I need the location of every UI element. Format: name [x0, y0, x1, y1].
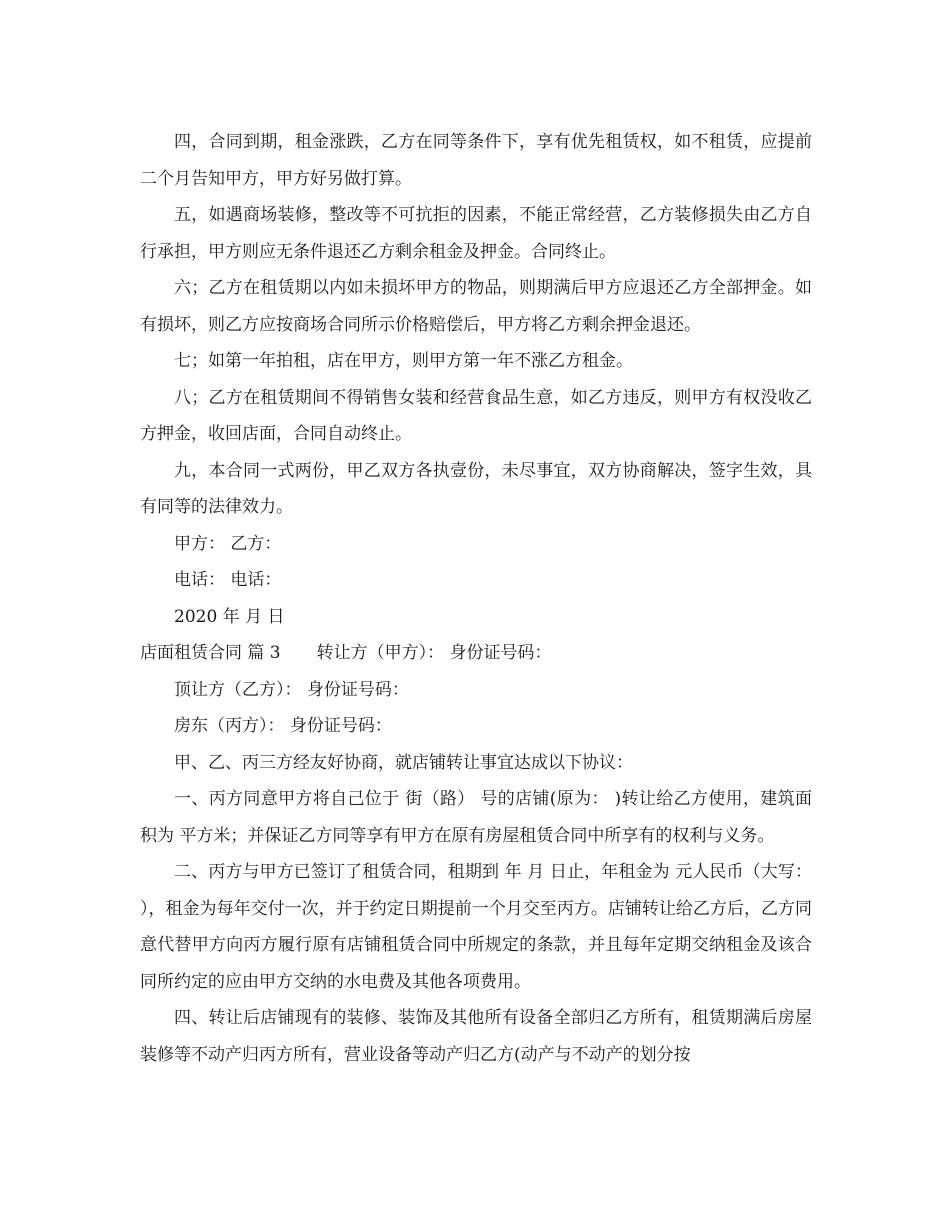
- paragraph-article-1: 一、丙方同意甲方将自己位于 街（路） 号的店铺(原为： )转让给乙方使用，建筑面积为 平方米；并保证乙方同等享有甲方在原有房屋租赁合同中所享有的权利与义务。: [140, 789, 812, 846]
- paragraph-clause-4: 四，合同到期，租金涨跌，乙方在同等条件下，享有优先租赁权，如不租赁，应提前二个月告知甲方，甲方好另做打算。: [140, 132, 812, 189]
- paragraph-clause-8: 八；乙方在租赁期间不得销售女装和经营食品生意，如乙方违反，则甲方有权没收乙方押金，收回店面，合同自动终止。: [140, 387, 812, 444]
- paragraph-landlord: 房东（丙方）： 身份证号码：: [174, 716, 392, 736]
- document-body: [140, 124, 812, 1073]
- signature-phone-line: 电话： 电话：: [174, 570, 282, 590]
- paragraph-clause-9: 九，本合同一式两份，甲乙双方各执壹份，未尽事宜，双方协商解决，签字生效，具有同等的法律效力。: [140, 460, 812, 517]
- paragraph-transferee: 顶让方（乙方）： 身份证号码：: [174, 679, 409, 700]
- paragraph-clause-7: 七；如第一年拍租，店在甲方，则甲方第一年不涨乙方租金。: [174, 351, 633, 371]
- paragraph-clause-5: 五，如遇商场装修，整改等不可抗拒的因素，不能正常经营，乙方装修损失由乙方自行承担，甲方则应无条件退还乙方剩余租金及押金。合同终止。: [140, 205, 812, 262]
- section-title: 店面租赁合同 篇 3: [140, 643, 281, 663]
- signature-party-line: 甲方： 乙方：: [174, 533, 282, 554]
- paragraph-article-2: 二、丙方与甲方已签订了租赁合同，租期到 年 月 日止，年租金为 元人民币（大写： ），租金为每年交付一次，并于约定日期提前一个月交至丙方。店铺转让给乙方后，乙方同意代替甲方向丙方履行原有店铺租赁合同中所规定的条款，并且每年定期交纳租金及该合同所约定的应由甲方交纳的水电费及其他各项费用。: [140, 862, 812, 992]
- paragraph-agreement-intro: 甲、乙、丙三方经友好协商，就店铺转让事宜达成以下协议：: [174, 752, 633, 773]
- section-heading: [140, 635, 812, 672]
- signature-date-line: 2020 年 月 日: [174, 606, 285, 627]
- paragraph-clause-6: 六；乙方在租赁期以内如未损坏甲方的物品，则期满后甲方应退还乙方全部押金。如有损坏，则乙方应按商场合同所示价格赔偿后，甲方将乙方剩余押金退还。: [140, 278, 812, 335]
- paragraph-article-4: 四、转让后店铺现有的装修、装饰及其他所有设备全部归乙方所有，租赁期满后房屋装修等不动产归丙方所有，营业设备等动产归乙方(动产与不动产的划分按: [140, 1008, 812, 1065]
- section-transferor-line: 转让方（甲方）： 身份证号码：: [316, 643, 552, 663]
